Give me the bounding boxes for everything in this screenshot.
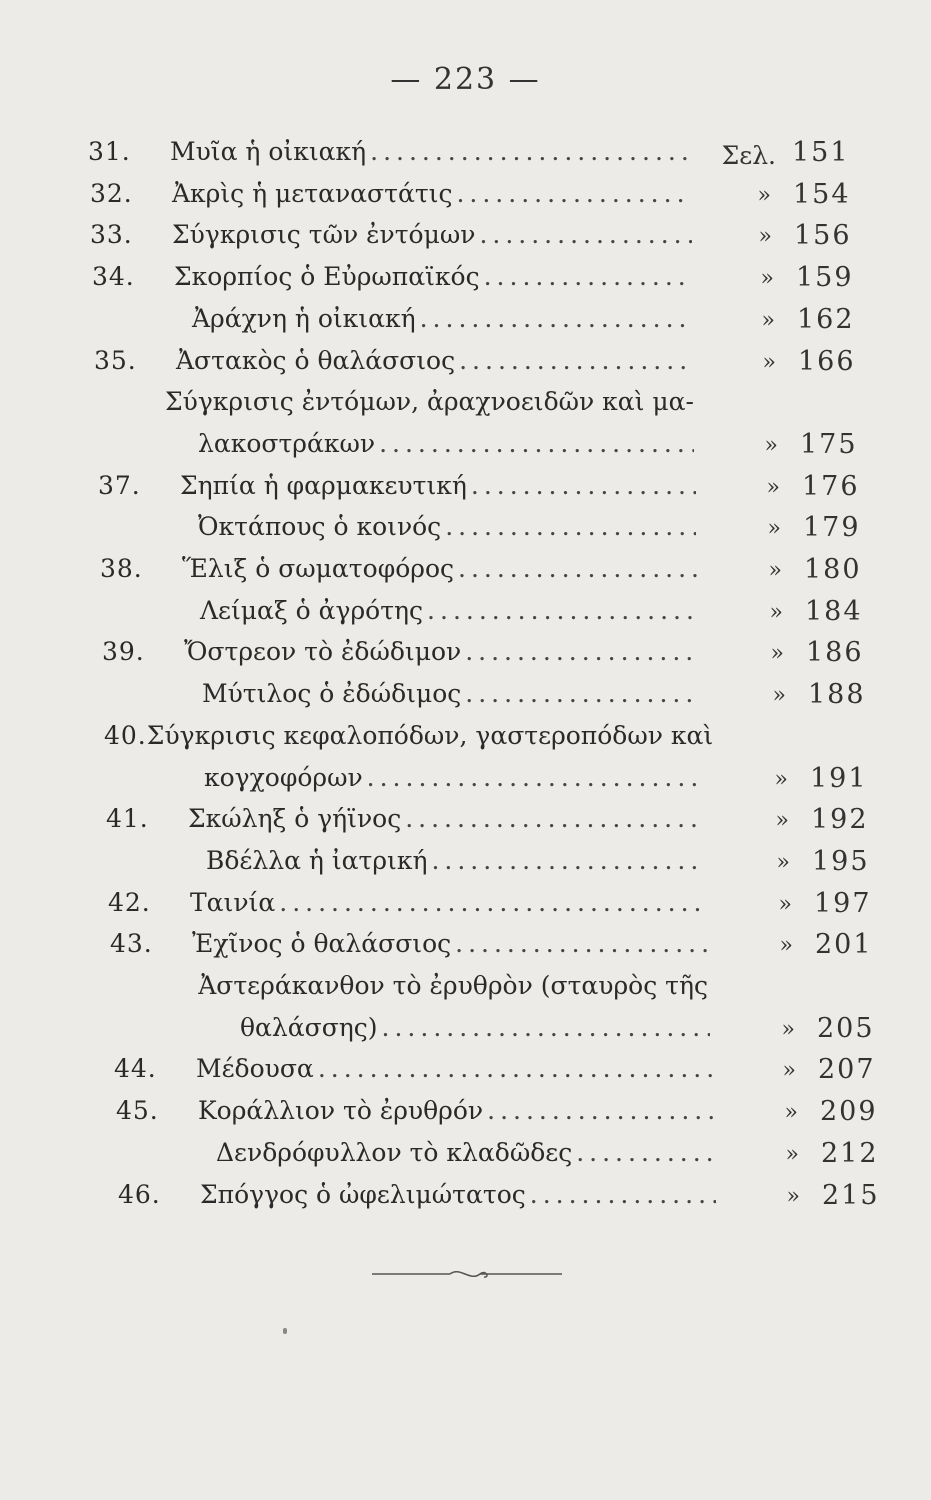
entry-title: Σύγκρισις κεφαλοπόδων, γαστεροπόδων καὶ: [146, 721, 714, 750]
ditto-mark: »: [764, 433, 778, 458]
toc-entry: [102, 679, 700, 715]
entry-title: θαλάσσης): [240, 1013, 378, 1042]
ditto-mark: »: [785, 1142, 799, 1167]
dot-leader: [455, 929, 708, 958]
dot-leader: [279, 888, 706, 917]
ditto-mark: »: [786, 1184, 800, 1209]
page-number: 197: [814, 888, 872, 919]
entry-title: Σύγκρισις τῶν ἐντόμων: [172, 220, 476, 249]
entry-title: Ἀκρὶς ἡ μεταναστάτις: [172, 179, 453, 208]
entry-title: Ἀστακὸς ὁ θαλάσσιος: [176, 346, 456, 375]
toc-entry: [104, 763, 702, 799]
ditto-mark: »: [776, 850, 790, 875]
ditto-mark: »: [769, 600, 783, 625]
dot-leader: [484, 262, 692, 291]
entry-title: Μέδουσα: [196, 1054, 314, 1083]
ornament-divider: [372, 1264, 562, 1284]
toc-entry: [118, 1180, 716, 1216]
ditto-mark: »: [782, 1058, 796, 1083]
dot-leader: [471, 471, 696, 500]
toc-entry: [90, 220, 692, 256]
entry-number: 40.: [104, 721, 147, 750]
entry-title: Ἀστεράκανθον τὸ ἐρυθρὸν (σταυρὸς τῆς: [198, 971, 708, 1000]
entry-number: 46.: [118, 1180, 161, 1209]
page-number: 159: [796, 262, 854, 293]
dot-leader: [318, 1054, 712, 1083]
page-number: 192: [811, 804, 869, 835]
toc-entry: [106, 804, 704, 840]
toc-entry: [92, 262, 692, 298]
page-number: 176: [802, 471, 860, 502]
entry-number: 43.: [110, 929, 153, 958]
entry-title: Σπόγγος ὁ ὠφελιμώτατος: [200, 1180, 526, 1209]
page-number: 212: [821, 1138, 879, 1169]
entry-title: Ταινία: [190, 888, 276, 917]
page-number: 207: [818, 1054, 876, 1085]
ditto-mark: »: [775, 808, 789, 833]
toc-entry: [94, 387, 694, 423]
page-number: 209: [820, 1096, 878, 1127]
entry-title: Δενδρόφυλλον τὸ κλαδῶδες: [216, 1138, 573, 1167]
page-number: 201: [815, 929, 873, 960]
entry-title: Ἐχῖνος ὁ θαλάσσιος: [192, 929, 452, 958]
page-label: Σελ.: [721, 141, 776, 170]
toc-entry: [106, 846, 704, 882]
entry-number: 45.: [116, 1096, 159, 1125]
entry-title: Κοράλλιον τὸ ἐρυθρόν: [198, 1096, 484, 1125]
dot-leader: [370, 137, 690, 166]
entry-title: Βδέλλα ἡ ἰατρική: [206, 846, 428, 875]
entry-title: Λείμαξ ὁ ἀγρότης: [200, 596, 424, 625]
toc-entry: [116, 1096, 714, 1132]
page-number: 215: [822, 1180, 880, 1211]
page-number: 180: [804, 554, 862, 585]
ditto-mark: »: [781, 1017, 795, 1042]
page-number: 186: [806, 637, 864, 668]
page-number: 162: [797, 304, 855, 335]
entry-title: Ὄστρεον τὸ ἐδώδιμον: [184, 637, 462, 666]
entry-title: Ὀκτάπους ὁ κοινός: [198, 512, 442, 541]
ditto-mark: »: [758, 224, 772, 249]
dot-leader: [487, 1096, 714, 1125]
page-number: 154: [793, 179, 851, 210]
dot-leader: [576, 1138, 714, 1167]
dot-leader: [420, 304, 692, 333]
dot-leader: [431, 846, 704, 875]
dot-leader: [459, 346, 694, 375]
ink-speck: [283, 1328, 287, 1334]
entry-number: 42.: [108, 888, 151, 917]
toc-entry: [96, 429, 694, 465]
entry-title: Ἀράχνη ἡ οἰκιακή: [192, 304, 416, 333]
page-number: 179: [803, 512, 861, 543]
entry-number: 34.: [92, 262, 135, 291]
entry-number: 41.: [106, 804, 149, 833]
entry-title: Σηπία ἡ φαρμακευτική: [180, 471, 467, 500]
ditto-mark: »: [757, 183, 771, 208]
entry-number: 33.: [90, 220, 133, 249]
ditto-mark: »: [779, 933, 793, 958]
entry-title: Ἕλιξ ὁ σωματοφόρος: [182, 554, 454, 583]
entry-title: Μυῖα ἡ οἰκιακή: [170, 137, 367, 166]
ditto-mark: »: [772, 683, 786, 708]
toc-entry: [104, 721, 714, 757]
toc-entry: [88, 137, 690, 173]
ditto-mark: »: [761, 308, 775, 333]
entry-number: 31.: [88, 137, 131, 166]
page-number: 184: [805, 596, 863, 627]
page-number: 151: [792, 137, 850, 168]
page-header: — 223 —: [390, 62, 541, 97]
entry-number: 32.: [90, 179, 133, 208]
ditto-mark: »: [768, 558, 782, 583]
ditto-mark: »: [767, 516, 781, 541]
toc-entry: [98, 512, 696, 548]
page-number: 191: [810, 763, 868, 794]
toc-entry: [94, 346, 694, 382]
dot-leader: [405, 804, 704, 833]
entry-title: Σκώληξ ὁ γήϊνος: [188, 804, 402, 833]
dot-leader: [456, 179, 690, 208]
toc-entry: [102, 637, 700, 673]
entry-number: 39.: [102, 637, 145, 666]
toc-entry: [112, 1013, 710, 1049]
page-number: 156: [794, 220, 852, 251]
toc-entry: [110, 929, 708, 965]
toc-entry: [98, 471, 696, 507]
entry-title: κογχοφόρων: [204, 763, 363, 792]
dot-leader: [427, 596, 698, 625]
entry-number: 44.: [114, 1054, 157, 1083]
dot-leader: [479, 220, 692, 249]
ditto-mark: »: [774, 767, 788, 792]
entry-number: 35.: [94, 346, 137, 375]
toc-entry: [100, 554, 698, 590]
dot-leader: [465, 637, 700, 666]
ditto-mark: »: [778, 892, 792, 917]
ditto-mark: »: [784, 1100, 798, 1125]
page-number: 175: [800, 429, 858, 460]
ditto-mark: »: [766, 475, 780, 500]
toc-entry: [116, 1138, 714, 1174]
entry-number: 38.: [100, 554, 143, 583]
page-number: 166: [798, 346, 856, 377]
dot-leader: [379, 429, 694, 458]
dot-leader: [458, 554, 698, 583]
toc-entry: [114, 1054, 712, 1090]
entry-title: Σύγκρισις ἐντόμων, ἀραχνοειδῶν καὶ μα-: [164, 387, 694, 416]
ditto-mark: »: [760, 266, 774, 291]
dot-leader: [382, 1013, 710, 1042]
toc-entry: [90, 179, 690, 215]
dot-leader: [367, 763, 702, 792]
entry-title: λακοστράκων: [198, 429, 376, 458]
toc-entry: [108, 888, 706, 924]
entry-title: Μύτιλος ὁ ἐδώδιμος: [202, 679, 462, 708]
toc-entry: [100, 596, 698, 632]
page-number: 205: [817, 1013, 875, 1044]
entry-number: 37.: [98, 471, 141, 500]
ditto-mark: »: [762, 350, 776, 375]
page-number: 188: [808, 679, 866, 710]
toc-entry: [110, 971, 708, 1007]
dot-leader: [530, 1180, 716, 1209]
toc-entry: [92, 304, 692, 340]
dot-leader: [445, 512, 696, 541]
ditto-mark: »: [770, 641, 784, 666]
page-number: 195: [812, 846, 870, 877]
dot-leader: [465, 679, 700, 708]
entry-title: Σκορπίος ὁ Εὐρωπαϊκός: [174, 262, 480, 291]
